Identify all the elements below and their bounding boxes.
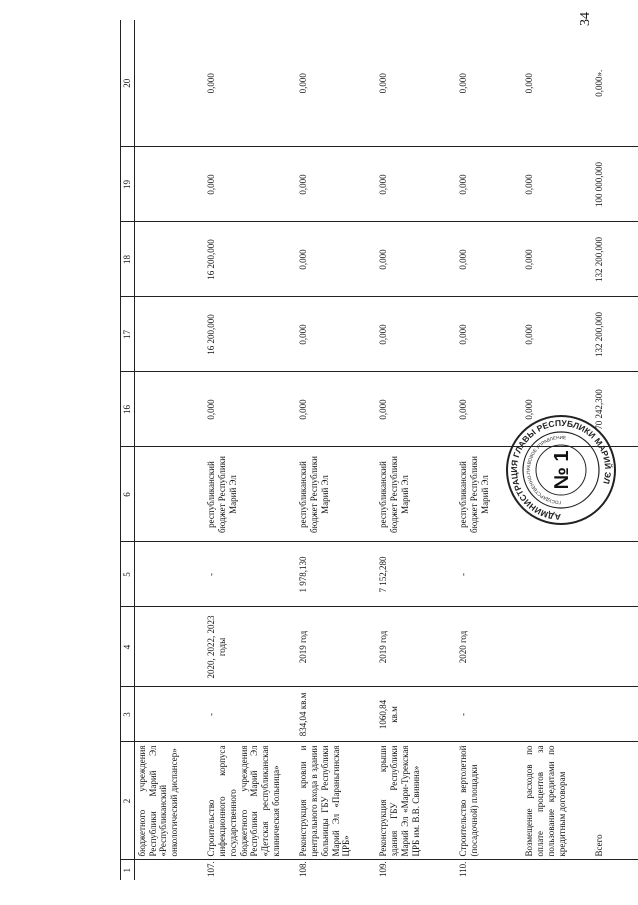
cell-c19: 0,000 xyxy=(456,147,522,222)
header-cell: 19 xyxy=(121,147,135,222)
cell-c3 xyxy=(522,687,592,742)
cell-c3: 834,04 кв.м xyxy=(296,687,376,742)
cell-c3: - xyxy=(204,687,296,742)
cell-c18 xyxy=(134,222,204,297)
item-name: Всего xyxy=(592,742,638,860)
table-row xyxy=(134,20,204,880)
cell-c19: 0,000 xyxy=(204,147,296,222)
header-cell: 2 xyxy=(121,742,135,860)
table-row xyxy=(376,20,456,880)
item-name: Строительство инфекционного корпуса государственного бюджетного учреждения Республики Марий Эл «Детская республиканская клиническая больница» xyxy=(204,742,296,860)
cell-c6: республиканский бюджет Республики Марий Эл xyxy=(456,447,522,542)
cell-c20: 0,000 xyxy=(298,73,309,94)
row-number xyxy=(522,860,592,880)
header-cell: 4 xyxy=(121,607,135,687)
cell-c20: 0,000 xyxy=(378,73,389,94)
cell-c18: 0,000 xyxy=(456,222,522,297)
page-number: 34 xyxy=(578,12,593,26)
row-number: 110. xyxy=(456,860,522,880)
item-name: Реконструкция крыши здания ГБУ Республики Марий Эл «Мари-Турекская ЦРБ им. В.В. Свинина» xyxy=(376,742,456,860)
seal-inner-text: ГОСУДАРСТВЕННО-ПРАВОВОЕ УПРАВЛЕНИЕ xyxy=(525,434,567,506)
seal-number: № 1 xyxy=(551,450,573,490)
cell-c19: 0,000 xyxy=(522,147,592,222)
row-number xyxy=(134,860,204,880)
cell-c17: 0,000 xyxy=(296,297,376,372)
cell-c4: 2019 год xyxy=(296,607,376,687)
header-cell: 16 xyxy=(121,372,135,447)
cell-c20: 0,000 xyxy=(524,73,535,94)
cell-c4 xyxy=(522,607,592,687)
cell-c5 xyxy=(522,542,592,607)
cell-c4 xyxy=(592,607,638,687)
cell-c18: 0,000 xyxy=(296,222,376,297)
cell-c5: 1 978,130 xyxy=(296,542,376,607)
cell-c16 xyxy=(134,372,204,447)
cell-c16: 0,000 xyxy=(456,372,522,447)
cell-c5: 7 152,280 xyxy=(376,542,456,607)
cell-c16: 0,000 xyxy=(376,372,456,447)
cell-c17 xyxy=(134,297,204,372)
cell-c3: - xyxy=(456,687,522,742)
cell-c19: 0,000 xyxy=(296,147,376,222)
cell-c17: 0,000 xyxy=(522,297,592,372)
cell-c5 xyxy=(134,542,204,607)
table-row xyxy=(204,20,296,880)
header-cell: 20 xyxy=(121,20,135,147)
cell-c3 xyxy=(134,687,204,742)
cell-c6: республиканский бюджет Республики Марий Эл xyxy=(204,447,296,542)
row-number: 107. xyxy=(204,860,296,880)
row-number: 108. xyxy=(296,860,376,880)
header-cell: 3 xyxy=(121,687,135,742)
cell-c4 xyxy=(134,607,204,687)
cell-c16: 0,000 xyxy=(204,372,296,447)
cell-c20: 0,000». xyxy=(594,69,605,97)
row-number: 109. xyxy=(376,860,456,880)
header-cell: 17 xyxy=(121,297,135,372)
cell-c5: - xyxy=(204,542,296,607)
cell-c20: 0,000 xyxy=(458,73,469,94)
cell-c16: 0,000 xyxy=(522,372,592,447)
cell-c19 xyxy=(134,147,204,222)
cell-c6 xyxy=(134,447,204,542)
cell-c3 xyxy=(592,687,638,742)
header-cell: 6 xyxy=(121,447,135,542)
cell-c4: 2019 год xyxy=(376,607,456,687)
row-number xyxy=(592,860,638,880)
cell-c20 xyxy=(134,20,204,147)
item-name: бюджетного учреждения Республики Марий Эл «Республиканский онкологический диспансер» xyxy=(134,742,204,860)
cell-c18: 0,000 xyxy=(376,222,456,297)
cell-c18: 16 200,000 xyxy=(204,222,296,297)
cell-c17: 132 200,000 xyxy=(592,297,638,372)
cell-c4: 2020 год xyxy=(456,607,522,687)
cell-c17: 16 200,000 xyxy=(204,297,296,372)
cell-c3: 1060,84 кв.м xyxy=(376,687,456,742)
cell-c16: 0,000 xyxy=(296,372,376,447)
cell-c20: 0,000 xyxy=(206,73,217,94)
cell-c19: 0,000 xyxy=(376,147,456,222)
cell-c16: 70 242,300 xyxy=(592,372,638,447)
cell-c18: 132 200,000 xyxy=(592,222,638,297)
cell-c18: 0,000 xyxy=(522,222,592,297)
item-name: Возмещение расходов по оплате процентов за пользование кредитами по кредитным договорам xyxy=(522,742,592,860)
seal-ring-text: АДМИНИСТРАЦИЯ ГЛАВЫ РЕСПУБЛИКИ МАРИЙ ЭЛ xyxy=(508,417,614,523)
header-row xyxy=(121,20,135,880)
cell-c6: республиканский бюджет Республики Марий Эл xyxy=(376,447,456,542)
table-row xyxy=(296,20,376,880)
cell-c4: 2020, 2022, 2023 годы xyxy=(204,607,296,687)
official-seal-stamp xyxy=(505,414,617,526)
cell-c6: республиканский бюджет Республики Марий Эл xyxy=(296,447,376,542)
cell-c5 xyxy=(592,542,638,607)
item-name: Реконструкция кровли и центрального входа в здании больницы ГБУ Республики Марий Эл «Параньгинская ЦРБ» xyxy=(296,742,376,860)
cell-c5: - xyxy=(456,542,522,607)
header-cell: 1 xyxy=(121,860,135,880)
item-name: Строительство вертолетной (посадочной) площадки xyxy=(456,742,522,860)
header-cell: 18 xyxy=(121,222,135,297)
cell-c17: 0,000 xyxy=(456,297,522,372)
cell-c17: 0,000 xyxy=(376,297,456,372)
header-cell: 5 xyxy=(121,542,135,607)
cell-c19: 100 000,000 xyxy=(592,147,638,222)
